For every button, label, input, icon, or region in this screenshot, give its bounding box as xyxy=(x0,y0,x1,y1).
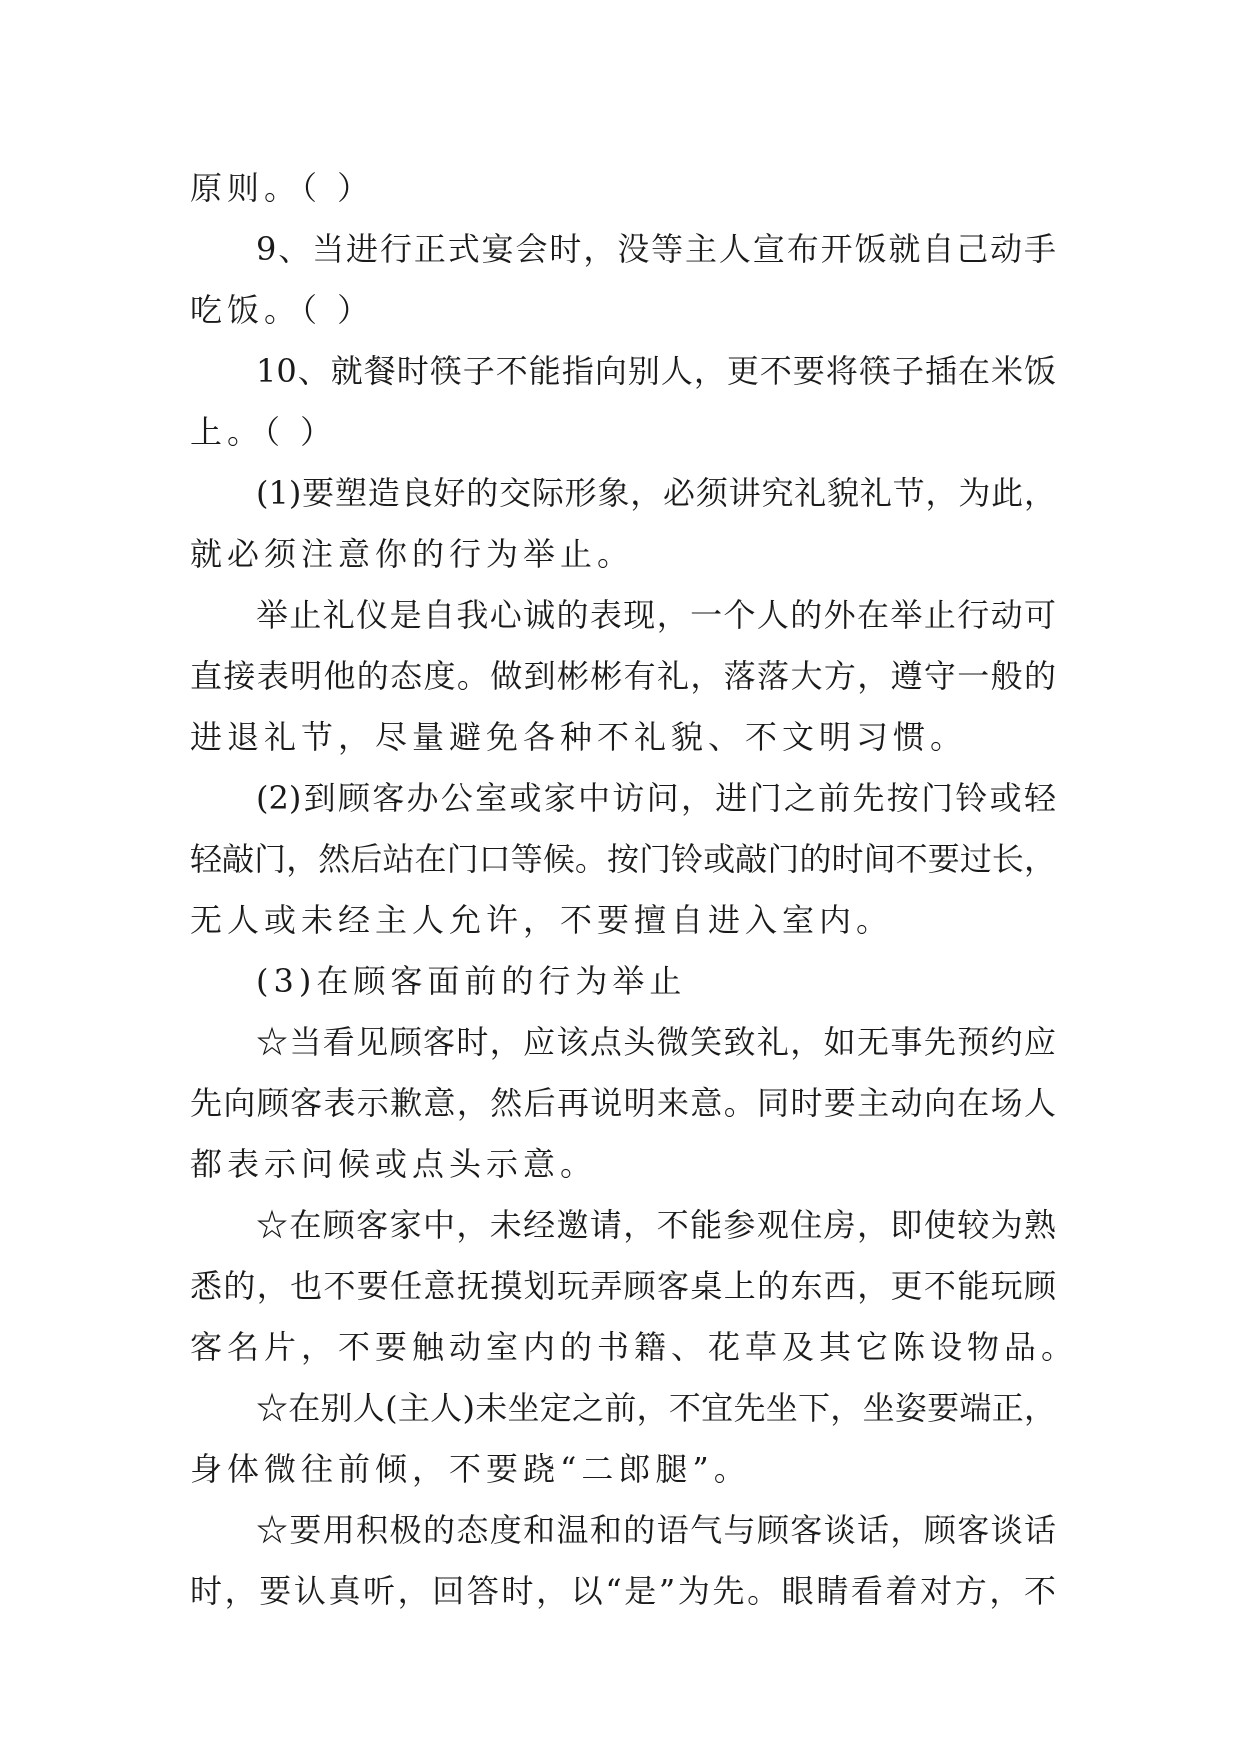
text-line: (2)到顾客办公室或家中访问，进门之前先按门铃或轻 xyxy=(256,779,1056,817)
text-line: 悉的，也不要任意抚摸划玩弄顾客桌上的东西，更不能玩顾 xyxy=(190,1267,1056,1305)
text-line: ☆在顾客家中，未经邀请，不能参观住房，即使较为熟 xyxy=(256,1206,1056,1244)
text-line: ☆要用积极的态度和温和的语气与顾客谈话，顾客谈话 xyxy=(256,1511,1056,1549)
text-line: 上。（ ） xyxy=(190,413,338,451)
text-line: (1)要塑造良好的交际形象，必须讲究礼貌礼节，为此， xyxy=(256,474,1056,512)
text-line: ☆当看见顾客时，应该点头微笑致礼，如无事先预约应 xyxy=(256,1023,1056,1061)
text-line: 举止礼仪是自我心诚的表现，一个人的外在举止行动可 xyxy=(256,596,1056,634)
text-line: 轻敲门，然后站在门口等候。按门铃或敲门的时间不要过长， xyxy=(190,840,1056,878)
text-line: 都表示问候或点头示意。 xyxy=(190,1145,598,1183)
text-line: 10、就餐时筷子不能指向别人，更不要将筷子插在米饭 xyxy=(256,352,1056,390)
text-line: 就必须注意你的行为举止。 xyxy=(190,535,635,573)
text-line: 身体微往前倾，不要跷“二郎腿”。 xyxy=(190,1450,751,1488)
text-line: (3)在顾客面前的行为举止 xyxy=(256,962,687,1000)
text-line: 进退礼节，尽量避免各种不礼貌、不文明习惯。 xyxy=(190,718,968,756)
text-line: 先向顾客表示歉意，然后再说明来意。同时要主动向在场人 xyxy=(190,1084,1056,1122)
text-line: 直接表明他的态度。做到彬彬有礼，落落大方，遵守一般的 xyxy=(190,657,1056,695)
text-line: 客名片，不要触动室内的书籍、花草及其它陈设物品。 xyxy=(190,1328,1079,1366)
text-line: 吃饭。（ ） xyxy=(190,291,375,329)
text-line: ☆在别人(主人)未坐定之前，不宜先坐下，坐姿要端正， xyxy=(256,1389,1056,1427)
document-page xyxy=(190,158,1079,1622)
text-line: 无人或未经主人允许，不要擅自进入室内。 xyxy=(190,901,894,939)
text-line: 时，要认真听，回答时，以“是”为先。眼睛看着对方，不 xyxy=(190,1572,1056,1610)
text-line: 原则。（ ） xyxy=(190,169,375,207)
text-line: 9、当进行正式宴会时，没等主人宣布开饭就自己动手 xyxy=(256,230,1056,268)
